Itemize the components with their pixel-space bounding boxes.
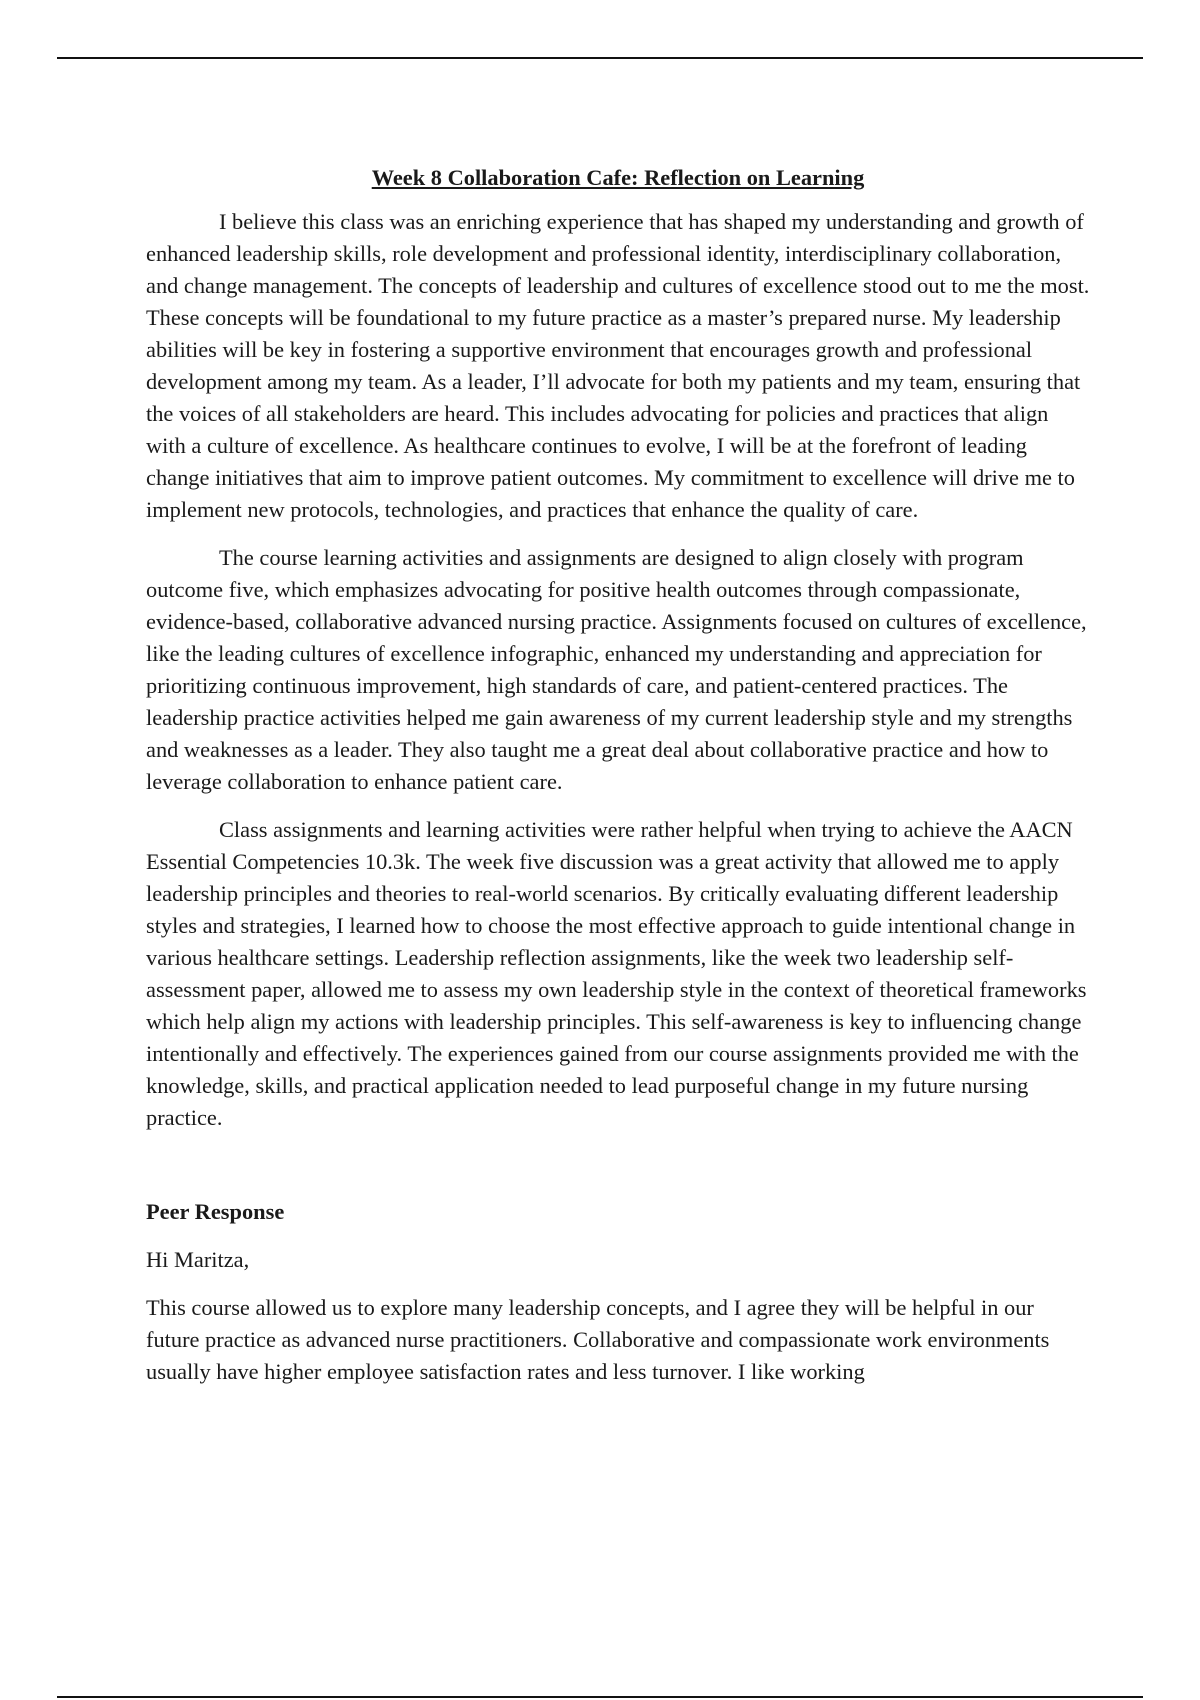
document-title: Week 8 Collaboration Cafe: Reflection on Learning — [371, 165, 865, 190]
peer-response-body: This course allowed us to explore many leadership concepts, and I agree they will be helpful in our future practice as advanced nurse practitioners. Collaborative and compassionate work environments usually have higher employee satisfaction rates and less turnover. I like working — [146, 1295, 1050, 1384]
peer-response-heading: Peer Response — [146, 1199, 285, 1224]
reflection-paragraph-2: The course learning activities and assignments are designed to align closely with program outcome five, which emphasizes advocating for positive health outcomes through compassionate, evidence-based, collaborative advanced nursing practice. Assignments focused on cultures of excellence, like the leading cultures of excellence infographic, enhanced my understanding and appreciation for prioritizing continuous improvement, high standards of care, and patient-centered practices. The leadership practice activities helped me gain awareness of my current leadership style and my strengths and weaknesses as a leader. They also taught me a great deal about collaborative practice and how to leverage collaboration to enhance patient care. — [146, 545, 1087, 794]
top-divider — [57, 57, 1143, 59]
bottom-divider — [57, 1696, 1143, 1698]
reflection-paragraph-1: I believe this class was an enriching experience that has shaped my understanding and growth of enhanced leadership skills, role development and professional identity, interdisciplinary collaboration, and change management. The concepts of leadership and cultures of excellence stood out to me the most. These concepts will be foundational to my future practice as a master’s prepared nurse. My leadership abilities will be key in fostering a supportive environment that encourages growth and professional development among my team. As a leader, I’ll advocate for both my patients and my team, ensuring that the voices of all stakeholders are heard. This includes advocating for policies and practices that align with a culture of excellence. As healthcare continues to evolve, I will be at the forefront of leading change initiatives that aim to improve patient outcomes. My commitment to excellence will drive me to implement new protocols, technologies, and practices that enhance the quality of care. — [146, 209, 1090, 522]
peer-response-greeting: Hi Maritza, — [146, 1247, 250, 1272]
reflection-paragraph-3: Class assignments and learning activities were rather helpful when trying to achieve the AACN Essential Competencies 10.3k. The week five discussion was a great activity that allowed me to apply leadership principles and theories to real-world scenarios. By critically evaluating different leadership styles and strategies, I learned how to choose the most effective approach to guide intentional change in various healthcare settings. Leadership reflection assignments, like the week two leadership self-assessment paper, allowed me to assess my own leadership style in the context of theoretical frameworks which help align my actions with leadership principles. This self-awareness is key to influencing change intentionally and effectively. The experiences gained from our course assignments provided me with the knowledge, skills, and practical application needed to lead purposeful change in my future nursing practice. — [146, 817, 1087, 1130]
document-body — [146, 162, 1090, 1404]
